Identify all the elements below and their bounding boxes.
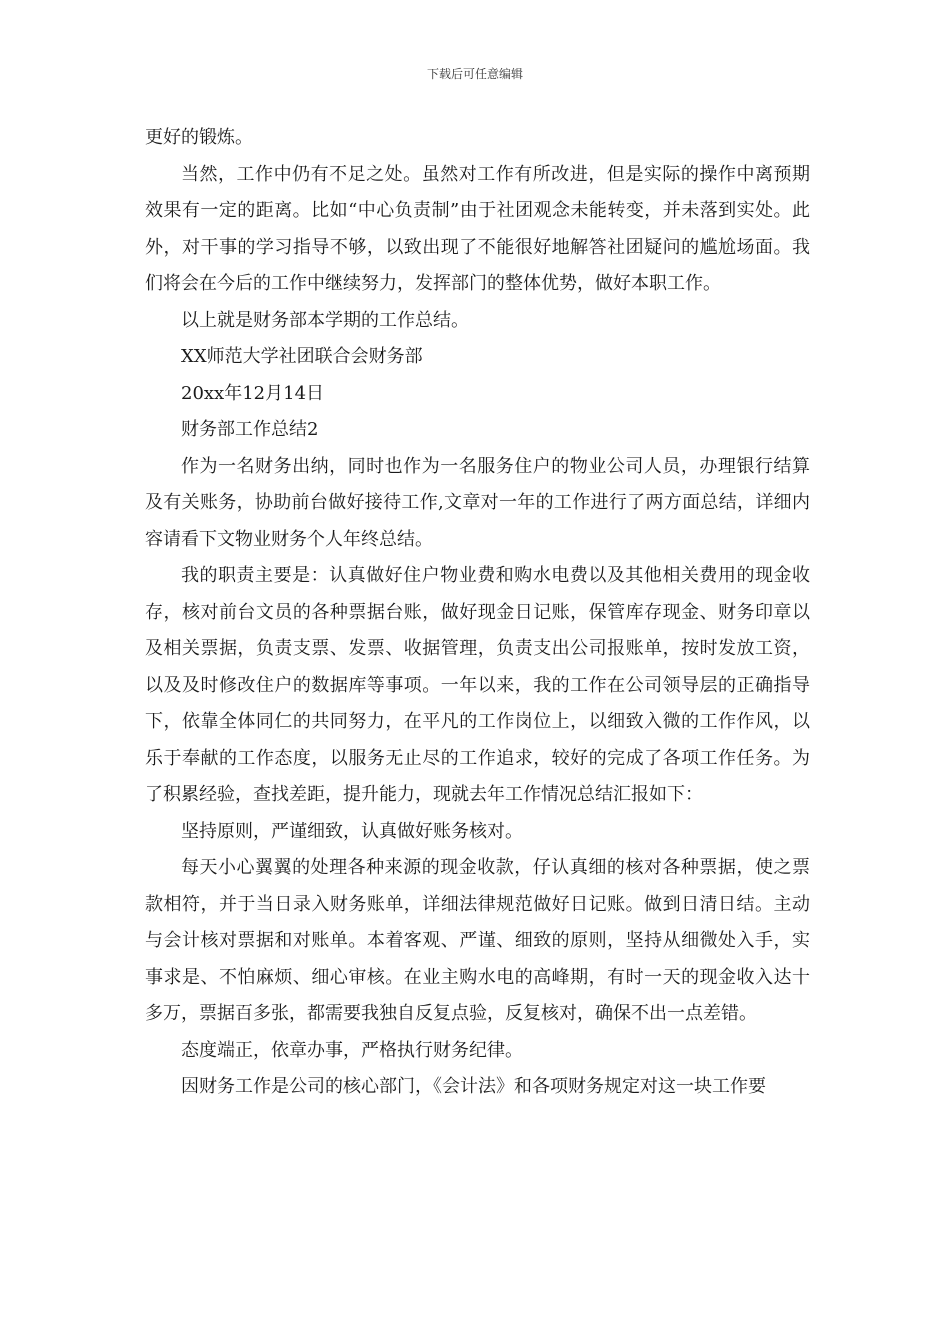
paragraph-8: 我的职责主要是：认真做好住户物业费和购水电费以及其他相关费用的现金收存，核对前台文员的各种票据台账，做好现金日记账，保管库存现金、财务印章以及相关票据，负责支票、发票、收据管理，负责支出公司报账单，按时发放工资，以及及时修改住户的数据库等事项。一年以来，我的工作在公司领导层的正确指导下，依靠全体同仁的共同努力，在平凡的工作岗位上，以细致入微的工作作风，以乐于奉献的工作态度，以服务无止尽的工作追求，较好的完成了各项工作任务。为了积累经验，查找差距，提升能力，现就去年工作情况总结汇报如下： xyxy=(145,565,810,805)
paragraph-2: 当然，工作中仍有不足之处。虽然对工作有所改进，但是实际的操作中离预期效果有一定的距离。比如“中心负责制”由于社团观念未能转变，并未落到实处。此外，对干事的学习指导不够，以致出现了不能很好地解答社团疑问的尴尬场面。我们将会在今后的工作中继续努力，发挥部门的整体优势，做好本职工作。 xyxy=(145,163,810,294)
paragraph-12: 因财务工作是公司的核心部门，《会计法》和各项财务规定对这一块工作要 xyxy=(181,1076,766,1097)
paragraph-10: 每天小心翼翼的处理各种来源的现金收款，仔认真细的核对各种票据，使之票款相符，并于当日录入财务账单，详细法律规范做好日记账。做到日清日结。主动与会计核对票据和对账单。本着客观、严谨、细致的原则，坚持从细微处入手，实事求是、不怕麻烦、细心审核。在业主购水电的高峰期，有时一天的现金收入达十多万，票据百多张，都需要我独自反复点验，反复核对，确保不出一点差错。 xyxy=(145,857,810,1024)
page-header: 下载后可任意编辑 xyxy=(426,67,523,81)
document-body xyxy=(145,120,810,1106)
section-title: 财务部工作总结2 xyxy=(181,419,319,440)
paragraph-7: 作为一名财务出纳，同时也作为一名服务住户的物业公司人员，办理银行结算及有关账务，协助前台做好接待工作,文章对一年的工作进行了两方面总结，详细内容请看下文物业财务个人年终总结。 xyxy=(145,455,810,550)
signature-date: 20xx年12月14日 xyxy=(181,382,325,404)
paragraph-1: 更好的锻炼。 xyxy=(145,127,253,148)
signature-org: XX师范大学社团联合会财务部 xyxy=(181,346,423,367)
paragraph-11: 态度端正，依章办事，严格执行财务纪律。 xyxy=(181,1039,523,1061)
paragraph-9: 坚持原则，严谨细致，认真做好账务核对。 xyxy=(181,820,523,842)
paragraph-3: 以上就是财务部本学期的工作总结。 xyxy=(181,309,469,331)
